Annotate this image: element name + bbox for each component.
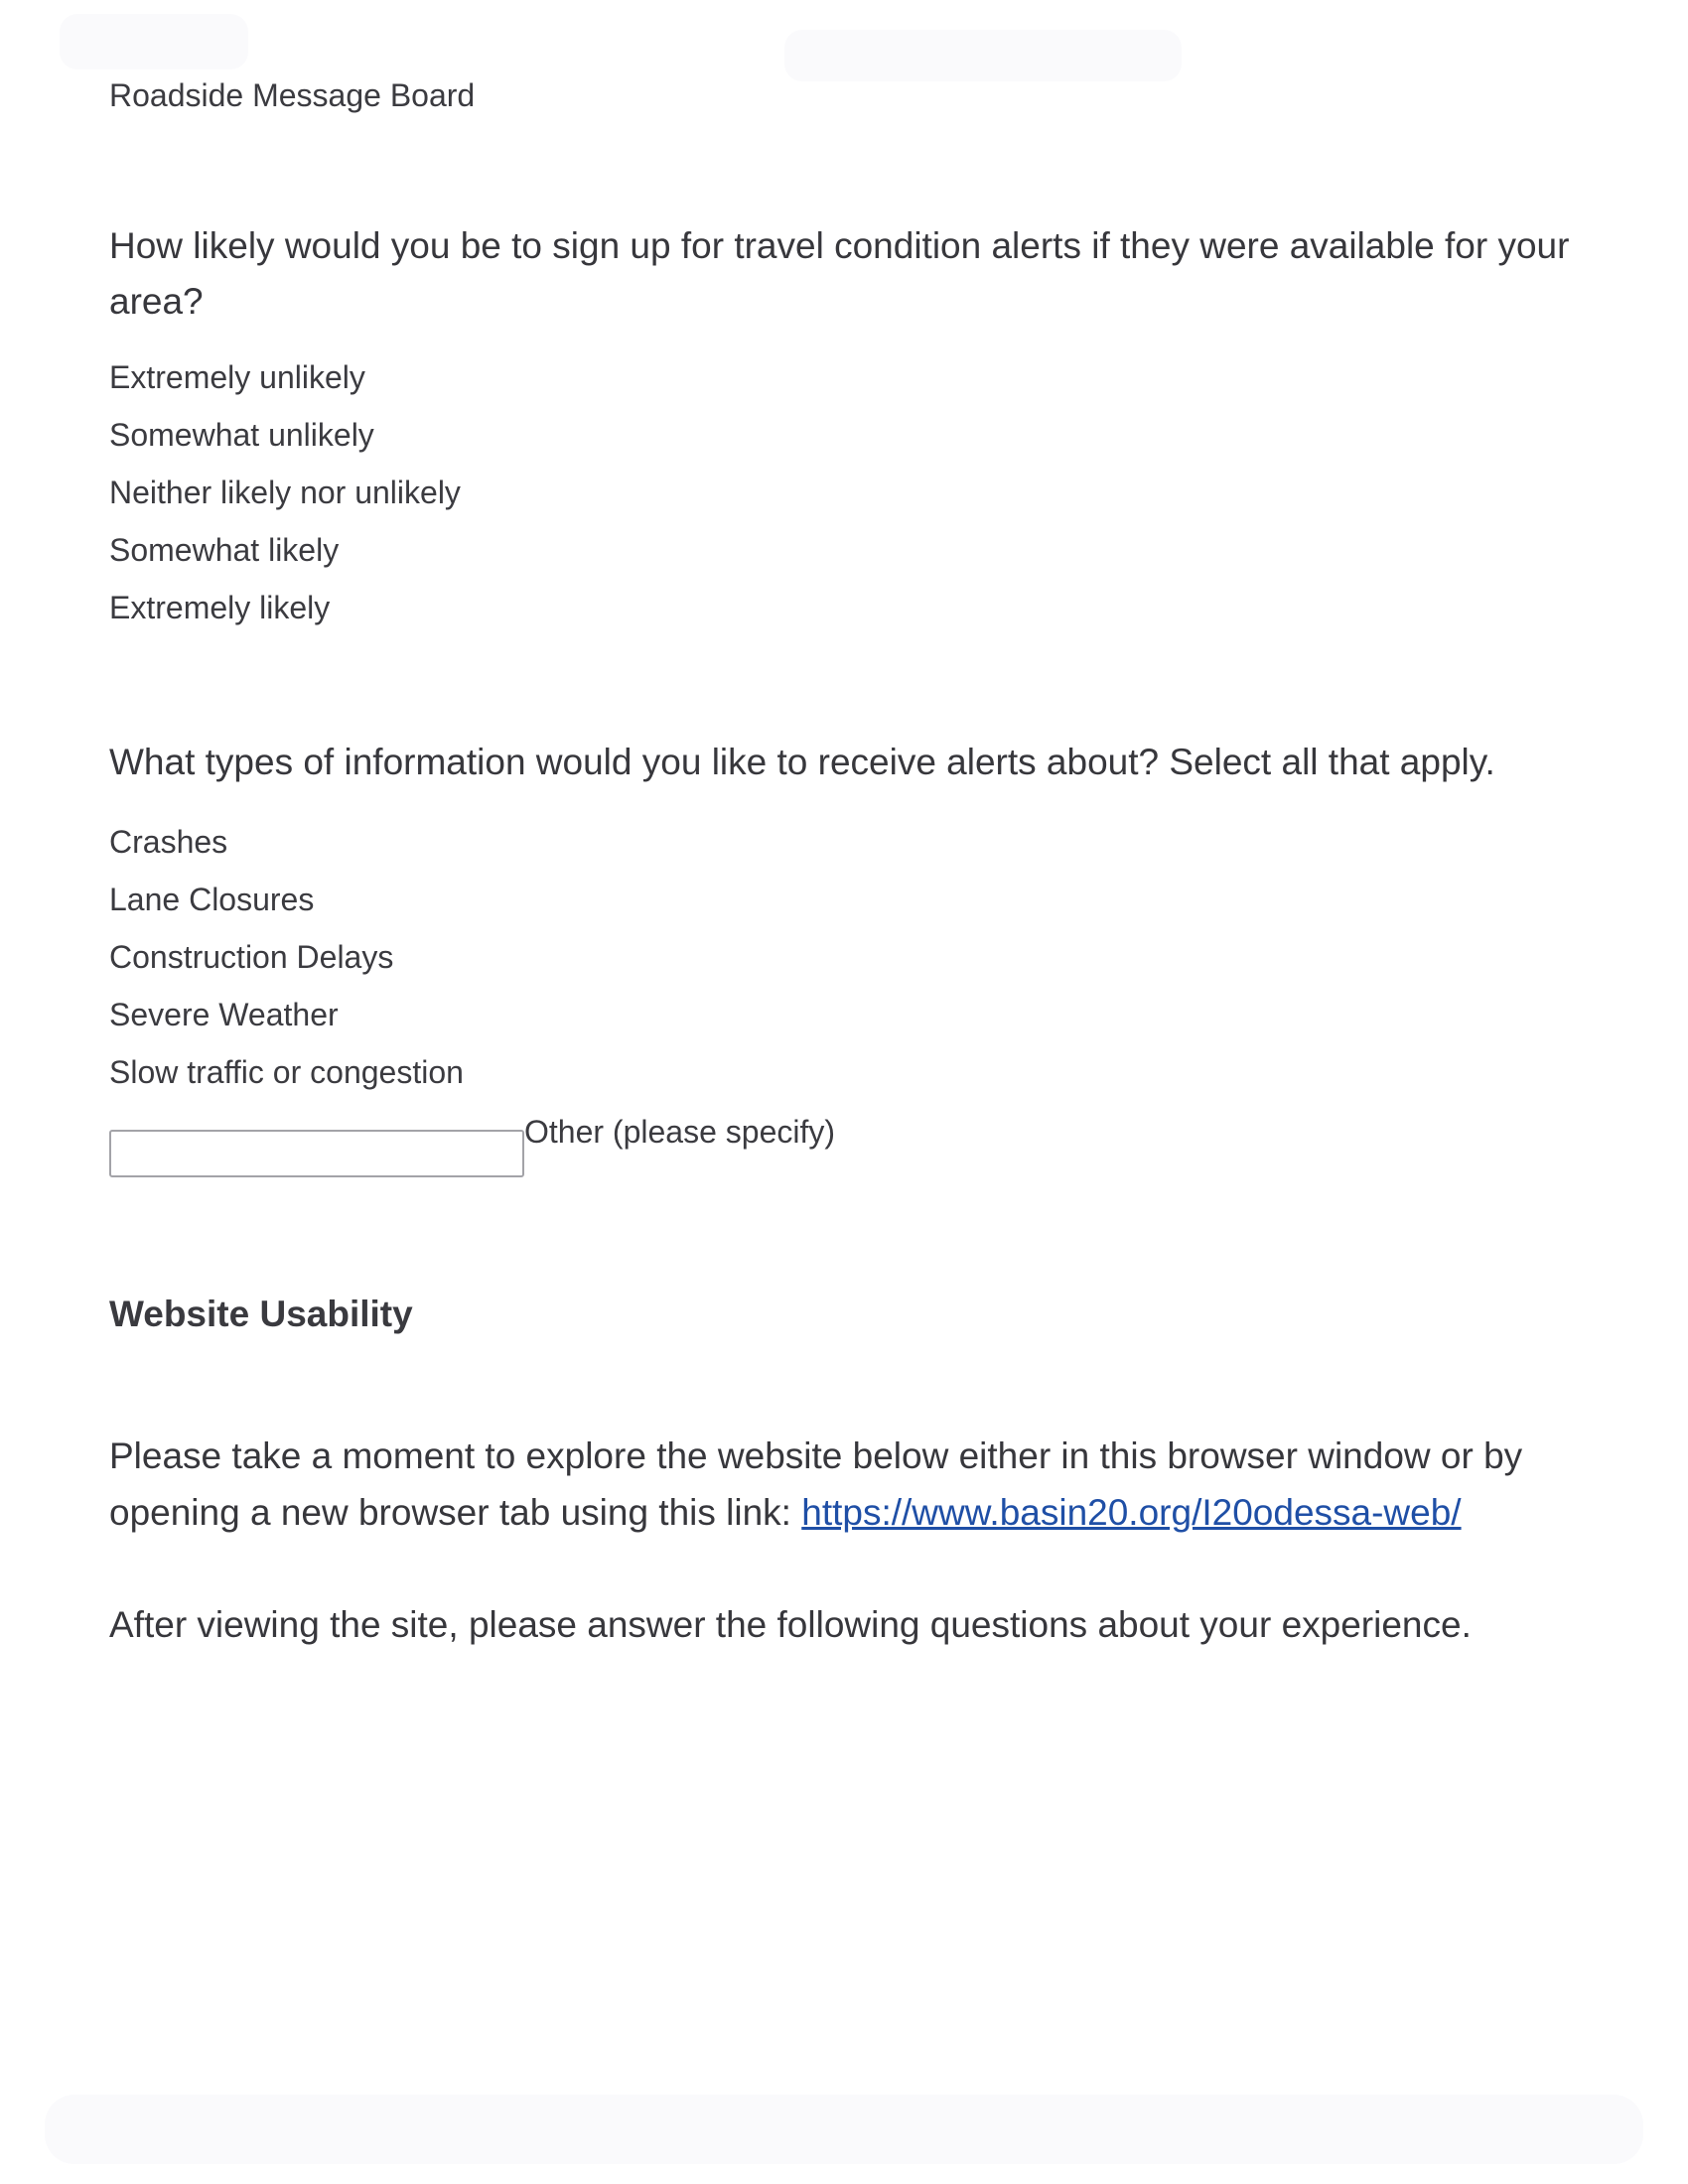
option-severe-weather[interactable]: Severe Weather bbox=[109, 997, 339, 1032]
option-neither-likely-nor-unlikely[interactable]: Neither likely nor unlikely bbox=[109, 475, 461, 510]
basin20-website-link[interactable]: https://www.basin20.org/I20odessa-web/ bbox=[801, 1492, 1462, 1533]
usability-intro-text: Please take a moment to explore the website below either in this browser window or by opening a new browser tab using this link: bbox=[109, 1435, 1523, 1533]
option-somewhat-likely[interactable]: Somewhat likely bbox=[109, 532, 340, 568]
option-construction-delays[interactable]: Construction Delays bbox=[109, 939, 394, 975]
other-specify-label[interactable]: Other (please specify) bbox=[524, 1114, 836, 1150]
faded-header-title bbox=[784, 30, 1182, 81]
faded-header-logo bbox=[60, 14, 248, 69]
usability-intro-paragraph bbox=[109, 1428, 1589, 1541]
option-slow-traffic[interactable]: Slow traffic or congestion bbox=[109, 1054, 464, 1090]
question-info-types: What types of information would you like to receive alerts about? Select all that apply. bbox=[109, 742, 1495, 782]
option-extremely-likely[interactable]: Extremely likely bbox=[109, 590, 331, 625]
option-crashes[interactable]: Crashes bbox=[109, 824, 228, 860]
option-somewhat-unlikely[interactable]: Somewhat unlikely bbox=[109, 417, 374, 453]
usability-followup-text: After viewing the site, please answer the following questions about your experience. bbox=[109, 1604, 1472, 1645]
option-extremely-unlikely[interactable]: Extremely unlikely bbox=[109, 359, 365, 395]
question-alerts-likelihood: How likely would you be to sign up for travel condition alerts if they were available for your area? bbox=[109, 225, 1570, 322]
faded-footer-bar bbox=[45, 2095, 1643, 2164]
section-heading-website-usability: Website Usability bbox=[109, 1294, 413, 1334]
option-lane-closures[interactable]: Lane Closures bbox=[109, 882, 315, 917]
option-roadside-message-board[interactable]: Roadside Message Board bbox=[109, 77, 476, 113]
other-specify-input[interactable] bbox=[109, 1130, 524, 1177]
